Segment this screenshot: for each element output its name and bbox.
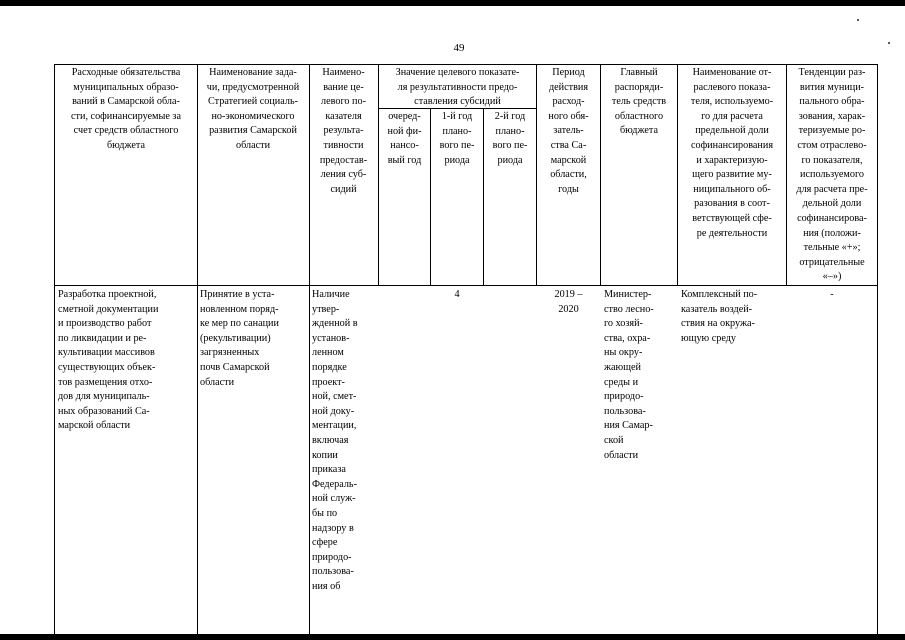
row-sector-indicator: Комплексный по- казатель воздей- ствия на окружа- ющую среду (681, 289, 758, 344)
table-border-left (54, 64, 55, 640)
row-target-indicator: Наличие утвер- жденной в установ- ленном порядке проект- ной, смет- ной доку- ментации, включая копии приказа Федераль- ной служ- бы по надзору в сфере природо- пользова- ния об (312, 289, 358, 592)
row-strategy-task: Принятие в уста- новленном поряд- ке мер по санации (рекультивации) загрязненных почв Самарской области (200, 289, 279, 388)
page-number: 49 (453, 42, 465, 54)
row-indicator-value: 4 (454, 289, 460, 300)
header-row-divider (54, 285, 878, 286)
header-chief-administrator: Главный распоряди- тель средств областного бюджета (611, 67, 667, 137)
header-obligation-period: Период действия расход- ного обя- затель- ства Са- марской области, годы (548, 67, 589, 195)
row-trend: - (830, 289, 834, 300)
header-planning-year-1: 1-й год плано- вого пе- риода (439, 111, 475, 166)
table-border-right (877, 64, 878, 640)
header-sector-indicator: Наименование от- раслевого показа- теля, используемо- го для расчета предельной доли софинансирования и характеризую- щего развитие му- ниципального об- разования в соот- ветствующей сфе- ре деятельности (690, 67, 774, 239)
header-strategy-task: Наименование зада- чи, предусмотренной Стратегией социаль- но-экономического развития Самарской области (206, 67, 300, 151)
header-indicator-values-group: Значение целевого показате- ля результативности предо- ставления субсидий (395, 67, 520, 108)
row-period: 2019 – 2020 (554, 289, 583, 315)
header-target-indicator: Наимено- вание це- левого по- казателя результа- тивности предостав- ления суб- сидий (319, 67, 368, 195)
header-planning-year-2: 2-й год плано- вого пе- риода (492, 111, 528, 166)
header-development-trends: Тенденции раз- вития муници- пального обра- зования, харак- теризуемые ро- стом отраслево- го показателя, используемого для расчета пре- дельной доли софинансирова- ния (положи- тельные «+»; отрицательные «–») (796, 67, 868, 283)
row-expense-obligation: Разработка проектной, сметной документации и производство работ по ликвидации и ре- культивации массивов существующих объек- тов размещения отхо- дов для муниципаль- ных образований Са- марской области (58, 289, 159, 432)
header-current-fiscal-year: очеред- ной фи- нансо- вый год (387, 111, 422, 166)
scan-bottom-border (0, 634, 905, 640)
scan-speck (857, 19, 859, 21)
scan-speck (888, 42, 890, 44)
header-expense-obligations: Расходные обязательства муниципальных образо- ваний в Самарской обла- сти, софинансируемые за счет средств областного бюджета (71, 67, 181, 151)
scan-top-border (0, 0, 905, 6)
row-chief-administrator: Министер- ство лесно- го хозяй- ства, охра- ны окру- жающей среды и природо- пользова- ния Самар- ской области (604, 289, 654, 461)
table-border-top (54, 64, 878, 65)
